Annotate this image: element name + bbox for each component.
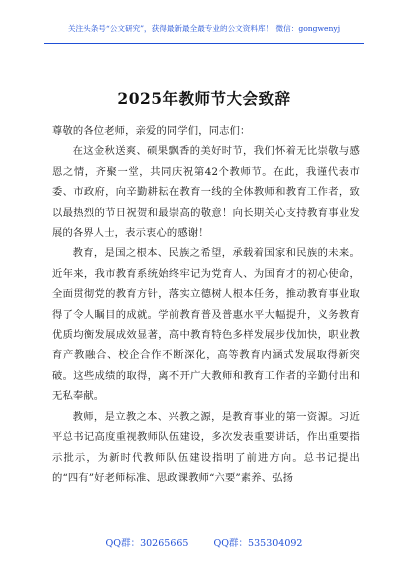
footer-contacts xyxy=(0,535,408,549)
header-promo-note: 关注头条号“公文研究”，获得最新最全最专业的公文资料库！ 微信：gongwenyj xyxy=(67,24,341,33)
document-title: 2025年教师节大会致辞 xyxy=(117,89,291,108)
paragraph-1: 在这金秋送爽、硕果飘香的美好时节，我们怀着无比崇敬与感恩之情，齐聚一堂，共同庆祝第42个教师节。在此，我谨代表市委、市政府，向辛勤耕耘在教育一线的全体教师和教育工作者，致以最热烈的节日祝贺和最崇高的敬意！向长期关心支持教育事业发展的各界人士，表示衷心的感谢！ xyxy=(52,145,360,240)
header-divider xyxy=(44,43,364,44)
qq-group-2: QQ群：535304092 xyxy=(213,538,303,549)
qq-group-1: QQ群：30265665 xyxy=(105,538,189,549)
document-body xyxy=(52,121,360,488)
salutation: 尊敬的各位老师，亲爱的同学们，同志们： xyxy=(52,125,251,137)
paragraph-2: 教育，是国之根本、民族之希望，承载着国家和民族的未来。近年来，我市教育系统始终牢记为党育人、为国育才的初心使命，全面贯彻党的教育方针，落实立德树人根本任务，推动教育事业取得了令人瞩目的成就。学前教育普及普惠水平大幅提升，义务教育优质均衡发展成效显著，高中教育特色多样发展步伐加快，职业教育产教融合、校企合作不断深化，高等教育内涵式发展取得新突破。这些成绩的取得，离不开广大教师和教育工作者的辛勤付出和无私奉献。 xyxy=(52,247,360,403)
paragraph-3: 教师，是立教之本、兴教之源，是教育事业的第一资源。习近平总书记高度重视教师队伍建设，多次发表重要讲话，作出重要指示批示，为新时代教师队伍建设指明了前进方向。总书记提出的“四有”好老师标准、思政课教师“六要”素养、弘扬 xyxy=(52,410,360,484)
